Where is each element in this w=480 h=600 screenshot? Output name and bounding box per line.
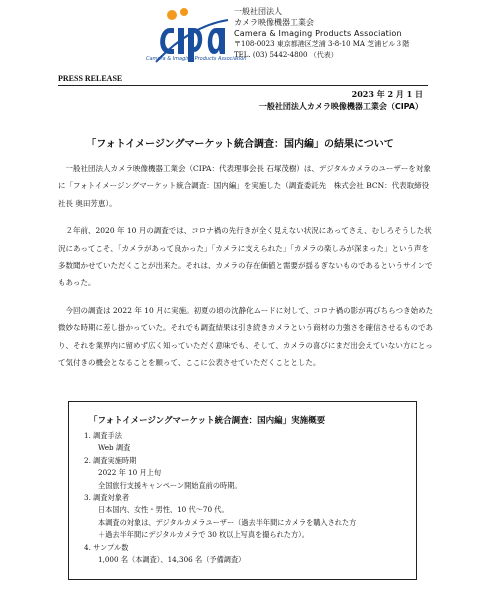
paragraph: 一般社団法人カメラ映像機器工業会（CIPA：代表理事会長 石塚茂樹）は、デジタルカメラのユーザーを対象に「フォトイメージングマーケット統合調査：国内編」を実施した（調査委託先 株式会社 BCN：代表取締役社長 奥田芳恵）。 xyxy=(58,164,431,208)
org-tel: TEL. (03) 5442-4800 （代表） xyxy=(234,51,338,59)
paragraph: ２年前、2020 年 10 月の調査では、コロナ禍の先行きが全く見えない状況にあってさえ、むしろそうした状況にあってこそ、「カメラがあって良かった」「カメラに支えられた」「カメラの楽しみが深まった」という声を多数聞かせていただくことが出来た。それは、カメラの存在価値と需要が揺るぎないものであるというサインでもあった。 xyxy=(58,226,433,288)
summary-item-heading: 3. 調査対象者 xyxy=(84,493,130,503)
press-release-label: PRESS RELEASE xyxy=(58,74,123,83)
org-en-name: Camera & Imaging Products Association xyxy=(234,29,402,38)
issuer: 一般社団法人カメラ映像機器工業会（CIPA） xyxy=(258,102,423,111)
summary-item-detail: ＋過去半年間にデジタルカメラで 30 枚以上写真を撮られた方）。 xyxy=(98,530,309,540)
letterhead xyxy=(0,0,480,72)
body-text xyxy=(58,160,436,381)
summary-title: 「フォトイメージングマーケット統合調査：国内編」実施概要 xyxy=(89,416,326,426)
summary-items xyxy=(84,430,356,566)
document-title: 「フォトイメージングマーケット統合調査：国内編」の結果について xyxy=(86,139,394,150)
summary-item-detail: Web 調査 xyxy=(98,443,131,453)
survey-summary-box xyxy=(68,401,417,580)
summary-item-detail: 2022 年 10 月上旬 xyxy=(98,468,162,478)
release-date: 2023 年 2 月 1 日 xyxy=(351,89,423,99)
summary-item-heading: 4. サンプル数 xyxy=(84,542,129,552)
paragraph: 今回の調査は 2022 年 10 月に実施。初夏の頃の沈静化ムードに対して、コロナ禍の影が再びちらつき始めた微妙な時期に差し掛かっていた。それでも調査結果は引き続きカメラという商材の力強さを確信させるものであり、それを業界内に留めず広く知っていただく意味でも、そして、カメラの喜びにまだ出会えていない方にとって気付きの機会となることを願って、ここに公表させていただくこととした。 xyxy=(58,305,434,368)
summary-item-detail: 全国旅行支援キャンペーン開始直前の時期。 xyxy=(98,480,242,490)
summary-item-detail: 本調査の対象は、デジタルカメラユーザー（過去半年間にカメラを購入された方 xyxy=(98,517,357,527)
summary-item-detail: 日本国内、女性・男性、10 代〜70 代。 xyxy=(98,505,229,515)
divider xyxy=(58,85,428,86)
org-info xyxy=(234,6,409,61)
summary-item-detail: 1,000 名（本調査）、14,306 名（予備調査） xyxy=(98,555,246,565)
summary-item-heading: 1. 調査手法 xyxy=(84,431,122,440)
org-address: 〒108-0023 東京都港区芝浦 3-8-10 MA 芝浦ビル３階 xyxy=(234,40,410,48)
summary-item-heading: 2. 調査実施時期 xyxy=(84,455,137,465)
logo-subtext: Camera & Imaging Products Association xyxy=(146,56,247,62)
org-jp-line1: 一般社団法人 xyxy=(234,7,282,16)
org-jp-line2: カメラ映像機器工業会 xyxy=(234,18,314,27)
